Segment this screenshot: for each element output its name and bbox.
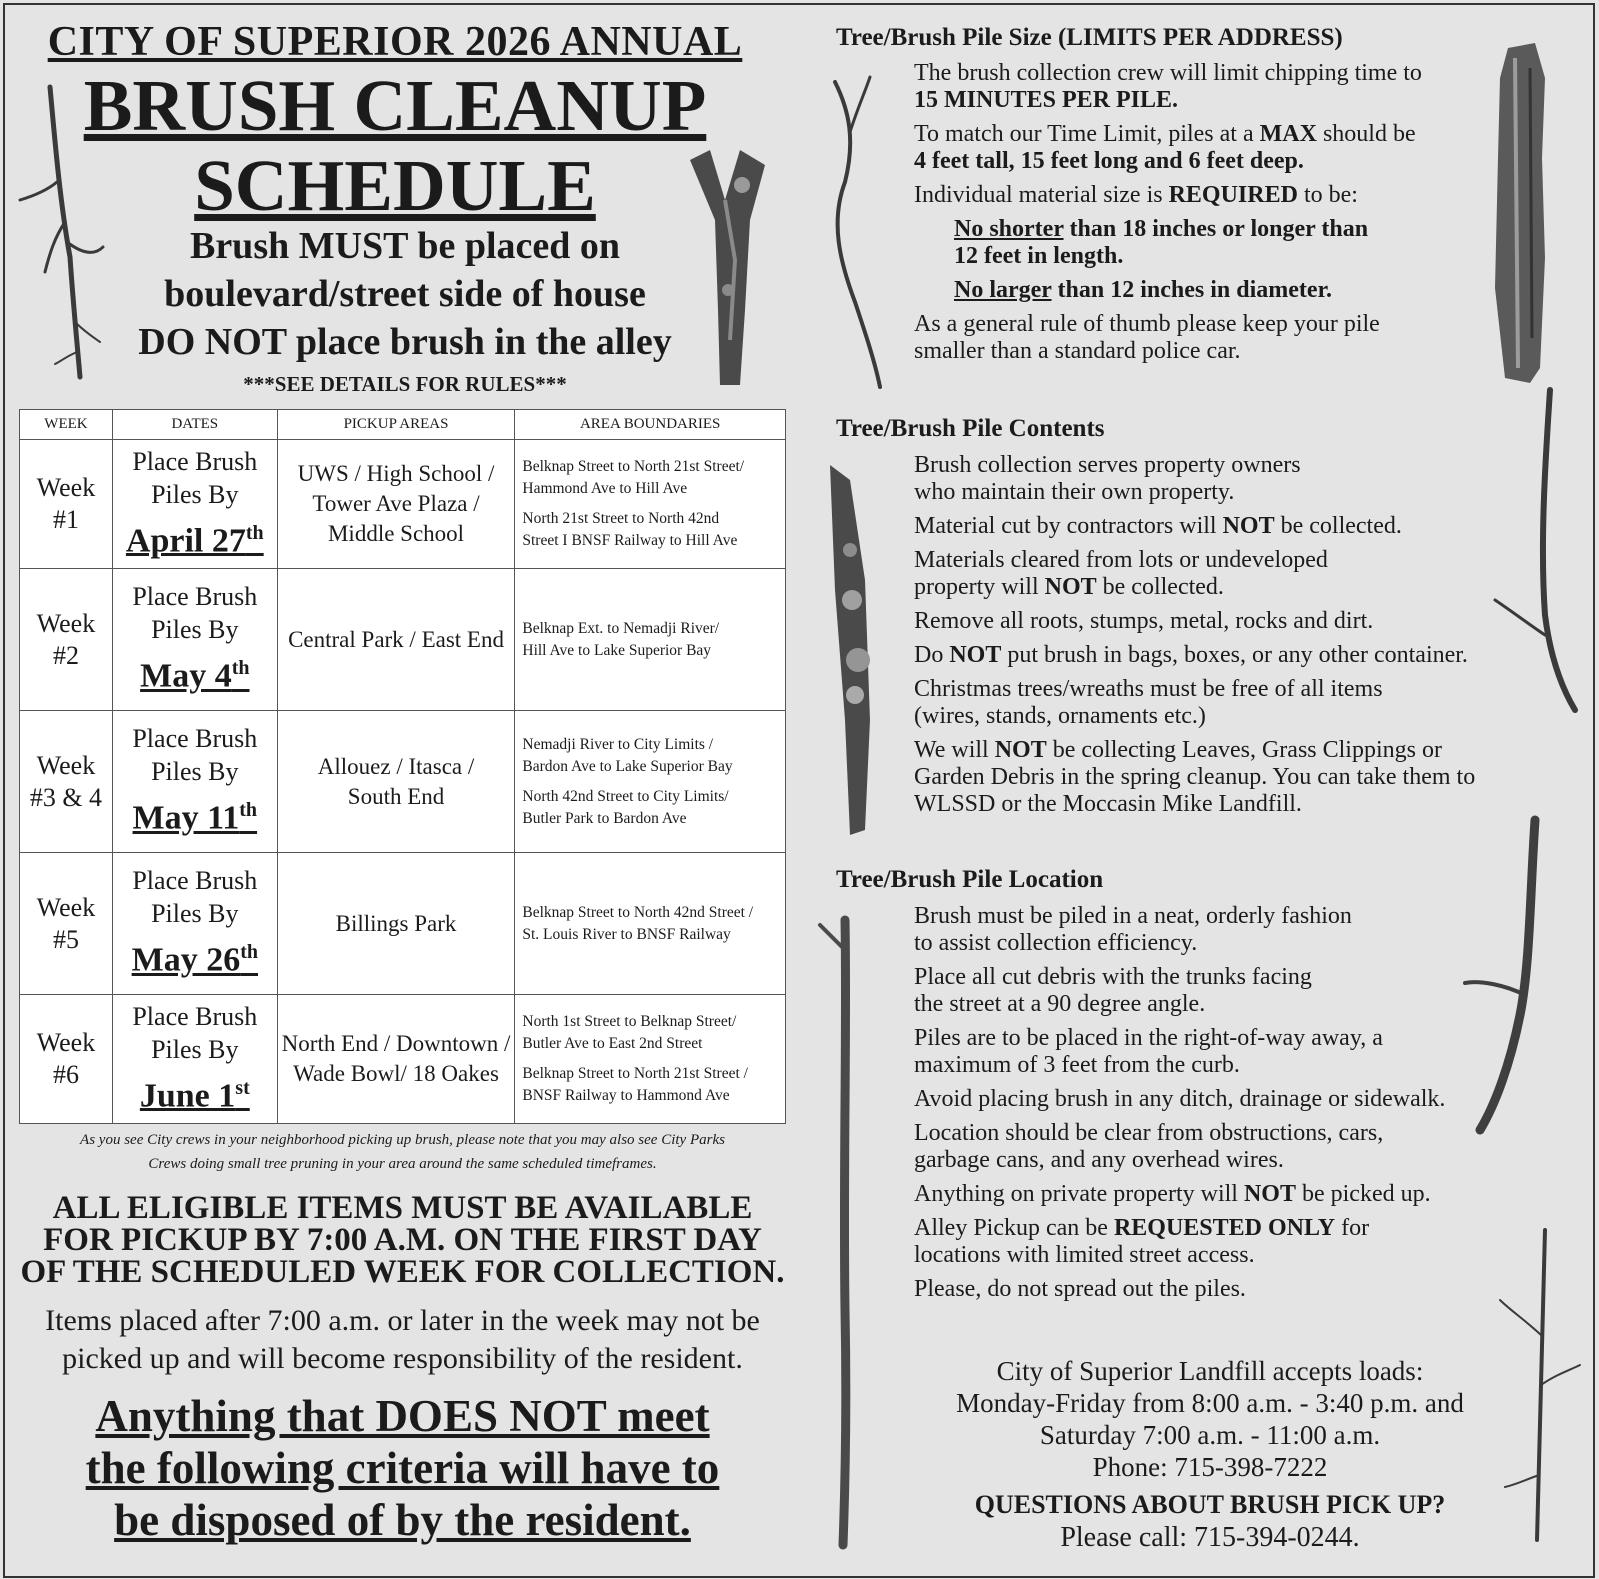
rule-text: who maintain their own property. [914,479,1235,505]
boundary-line: North 1st Street to Belknap Street/ [522,1013,737,1030]
rule-text: Please, do not spread out the piles. [914,1276,1246,1302]
rule-text: Alley Pickup can be [914,1215,1114,1241]
boundary-line: Butler Park to Bardon Ave [522,809,687,827]
week-cell [20,995,113,1124]
boundary-line: North 21st Street to North 42nd [522,510,720,527]
date-day: June 1 [139,1077,236,1115]
rule-text: should be [1316,121,1416,147]
date-suffix: th [240,941,258,964]
rule-item [914,547,1534,601]
date-suffix: st [235,1076,250,1099]
rule-text: Materials cleared from lots or undeveloped [914,547,1328,573]
week-number: #6 [52,1060,79,1089]
date-deadline [113,646,277,698]
late-items-notice [20,1302,785,1378]
rule-item [914,1120,1514,1174]
questions-heading: QUESTIONS ABOUT BRUSH PICK UP? [974,1490,1446,1519]
late-line2: picked up and will become responsibility of the resident. [62,1342,743,1375]
pile-contents-rules [914,452,1534,825]
week-cell [20,440,113,569]
rule-emphasis: NOT [1044,574,1097,600]
pickup-area-line: UWS / High School / [297,461,495,486]
pickup-area-line: North End / Downtown / [281,1031,511,1056]
landfill-line: City of Superior Landfill accepts loads: [996,1356,1424,1386]
header-main-title [30,66,760,226]
rule-emphasis: NOT [994,737,1047,763]
table-row [20,569,786,711]
rule-emphasis: REQUIRED [1168,182,1298,208]
area-boundaries-cell [515,440,786,569]
placement-line3: DO NOT place brush in the alley [138,321,672,363]
boundary-line: Hill Ave to Lake Superior Bay [522,641,712,659]
rule-item [914,642,1534,669]
rule-item [914,737,1534,818]
rule-item [914,1276,1514,1303]
rule-text: To match our Time Limit, piles at a [914,121,1260,147]
date-day: May 4 [140,657,232,695]
rule-text: locations with limited street access. [914,1242,1255,1268]
rule-text: As a general rule of thumb please keep your pile [914,311,1380,337]
area-boundaries-cell [515,853,786,995]
disposal-warning [20,1390,785,1546]
boundary-line: Bardon Ave to Lake Superior Bay [522,757,733,775]
rule-material-size [914,182,1514,209]
rule-chipping-time [914,60,1514,114]
landfill-hours-saturday: Saturday 7:00 a.m. - 11:00 a.m. [1039,1420,1381,1450]
week-cell [20,569,113,711]
pickup-area-line: Middle School [327,521,465,546]
rule-text: We will [914,737,995,763]
date-line1: Place Brush [132,866,258,896]
see-details-note: ***SEE DETAILS FOR RULES*** [243,372,567,396]
note-line2: Crews doing small tree pruning in your area around the same scheduled timeframes. [148,1156,657,1172]
rule-text: Brush collection serves property owners [914,452,1301,478]
date-day: May 26 [131,941,241,979]
pickup-area-cell [277,711,515,853]
rule-text: be collected. [1274,513,1402,539]
table-row [20,711,786,853]
rule-text: (wires, stands, ornaments etc.) [914,703,1206,729]
parks-crew-note [20,1128,785,1176]
section-heading-pile-size: Tree/Brush Pile Size (LIMITS PER ADDRESS) [836,24,1343,51]
date-line1: Place Brush [132,724,258,754]
boundary-line: Street I BNSF Railway to Hill Ave [522,532,738,549]
date-line2: Piles By [151,615,239,645]
week-label: Week [36,892,96,922]
area-boundaries-cell [515,569,786,711]
rule-text: put brush in bags, boxes, or any other container. [1001,642,1468,668]
date-line2: Piles By [151,479,239,509]
area-boundaries-cell [515,995,786,1124]
boundary-line: Belknap Ext. to Nemadji River/ [522,619,720,637]
rule-text: than 12 inches in diameter. [1051,277,1332,303]
date-day: April 27 [125,522,246,560]
section-heading-pile-location: Tree/Brush Pile Location [836,866,1104,893]
rule-emphasis: NOT [949,642,1002,668]
column-header-dates: DATES [112,410,277,440]
rule-emphasis: 4 feet tall, 15 feet long and 6 feet deep. [914,148,1304,174]
week-label: Week [36,473,96,502]
rule-emphasis: NOT [1222,513,1275,539]
eligible-items-notice [20,1192,785,1288]
rule-underlined: No larger [954,277,1052,303]
date-line1: Place Brush [132,1001,258,1031]
table-row [20,440,786,569]
pickup-area-cell [277,569,515,711]
rule-emphasis: MAX [1259,121,1317,147]
rule-emphasis: NOT [1243,1181,1296,1207]
boundary-line: Belknap Street to North 21st Street/ [522,458,745,475]
landfill-hours-weekday: Monday-Friday from 8:00 a.m. - 3:40 p.m. and [956,1388,1464,1418]
rule-item [914,452,1534,506]
rule-text: to assist collection efficiency. [914,930,1198,956]
pickup-area-line: Billings Park [335,910,457,936]
rule-item [914,903,1514,957]
table-row [20,995,786,1124]
pickup-area-cell [277,853,515,995]
rule-item [914,1025,1514,1079]
date-cell [112,569,277,711]
week-number: #1 [52,505,79,534]
header-main-title-line2: SCHEDULE [194,145,596,226]
placement-instructions [60,222,750,366]
late-line1: Items placed after 7:00 a.m. or later in the week may not be [45,1304,760,1337]
landfill-info [910,1355,1510,1483]
eligible-line1: ALL ELIGIBLE ITEMS MUST BE AVAILABLE [52,1190,753,1226]
rule-text: be picked up. [1295,1181,1431,1207]
rule-text: Christmas trees/wreaths must be free of all items [914,676,1383,702]
warning-line1: Anything that DOES NOT meet [95,1391,710,1441]
rule-diameter [914,277,1514,304]
boundary-line: BNSF Railway to Hammond Ave [522,1087,730,1104]
landfill-phone: Phone: 715-398-7222 [1092,1452,1328,1482]
date-cell [112,995,277,1124]
rule-text: Location should be clear from obstructions, cars, [914,1120,1384,1146]
rule-item [914,1215,1514,1269]
date-deadline [113,930,277,982]
week-number: #3 & 4 [29,782,103,812]
rule-underlined: No shorter [954,216,1064,242]
warning-line3: be disposed of by the resident. [114,1495,691,1545]
rule-text: 12 feet in length. [954,243,1124,269]
table-header-row [20,410,786,440]
date-cell [112,440,277,569]
header-city-title: CITY OF SUPERIOR 2026 ANNUAL [47,19,743,65]
rule-item [914,1181,1514,1208]
rule-text: Brush must be piled in a neat, orderly fashion [914,903,1352,929]
pile-location-rules [914,903,1514,1310]
rule-text: Remove all roots, stumps, metal, rocks and dirt. [914,608,1374,634]
rule-item [914,1086,1514,1113]
boundary-line: Nemadji River to City Limits / [522,735,714,753]
date-cell [112,853,277,995]
warning-line2: the following criteria will have to [85,1443,720,1493]
date-cell [112,711,277,853]
boundary-line: St. Louis River to BNSF Railway [522,925,731,943]
rule-emphasis: 15 MINUTES PER PILE. [914,87,1179,113]
eligible-line2: FOR PICKUP BY 7:00 A.M. ON THE FIRST DAY [43,1222,762,1258]
rule-item [914,513,1534,540]
rule-text: Anything on private property will [914,1181,1244,1207]
rule-text: maximum of 3 feet from the curb. [914,1052,1240,1078]
pickup-area-line: Wade Bowl/ 18 Oakes [293,1061,499,1086]
date-deadline [113,511,277,563]
rule-text: The brush collection crew will limit chipping time to [914,60,1422,86]
boundary-line: Hammond Ave to Hill Ave [522,480,688,497]
branch-image-thin [820,72,900,392]
branch-image-lichen [820,460,890,840]
rule-text: to be: [1297,182,1358,208]
rule-text: WLSSD or the Moccasin Mike Landfill. [914,791,1302,817]
rule-text: be collecting Leaves, Grass Clippings or [1046,737,1442,763]
placement-line2: boulevard/street side of house [164,273,646,315]
header-main-title-line1: BRUSH CLEANUP [83,65,707,146]
pickup-area-cell [277,995,515,1124]
rule-text: smaller than a standard police car. [914,338,1241,364]
area-boundaries-cell [515,711,786,853]
pile-size-rules [914,60,1514,372]
rule-text: Avoid placing brush in any ditch, drainage or sidewalk. [914,1086,1446,1112]
rule-text: Garden Debris in the spring cleanup. You can take them to [914,764,1476,790]
questions-phone: Please call: 715-394-0244. [1060,1522,1360,1553]
pickup-area-cell [277,440,515,569]
date-line1: Place Brush [132,446,258,476]
week-cell [20,853,113,995]
pickup-area-line: Allouez / Itasca / [317,753,475,779]
rule-text: garbage cans, and any overhead wires. [914,1147,1284,1173]
rule-item [914,964,1514,1018]
column-header-pickup-areas: PICKUP AREAS [277,410,515,440]
date-line2: Piles By [151,899,239,929]
date-deadline [113,788,277,840]
note-line1: As you see City crews in your neighborhood picking up brush, please note that you may also see City Parks [80,1132,725,1148]
column-header-week: WEEK [20,410,113,440]
boundary-line: Butler Ave to East 2nd Street [522,1035,703,1052]
table-row [20,853,786,995]
rule-text: Piles are to be placed in the right-of-way away, a [914,1025,1383,1051]
rule-emphasis: REQUESTED ONLY [1113,1215,1336,1241]
rule-text: for [1335,1215,1370,1241]
section-heading-pile-contents: Tree/Brush Pile Contents [836,415,1105,442]
week-number: #5 [52,924,79,954]
date-suffix: th [245,521,264,544]
rule-text: Material cut by contractors will [914,513,1223,539]
pickup-area-line: Tower Ave Plaza / [312,491,480,516]
rule-max-size [914,121,1514,175]
rule-text: Do [914,642,950,668]
boundary-line: North 42nd Street to City Limits/ [522,787,729,805]
rule-text: be collected. [1096,574,1224,600]
schedule-table [19,409,786,1124]
rule-text: than 18 inches or longer than [1063,216,1369,242]
week-label: Week [36,750,96,780]
eligible-line3: OF THE SCHEDULED WEEK FOR COLLECTION. [20,1254,785,1290]
column-header-area-boundaries: AREA BOUNDARIES [515,410,786,440]
week-number: #2 [52,640,79,670]
date-deadline [113,1066,277,1118]
rule-text: property will [914,574,1045,600]
date-line2: Piles By [151,1034,239,1064]
rule-length [914,216,1514,270]
boundary-line: Belknap Street to North 42nd Street / [522,903,754,921]
branch-image-long-stick [815,910,875,1550]
rule-text: Individual material size is [914,182,1169,208]
date-day: May 11 [132,799,240,837]
rule-police-car [914,311,1514,365]
rule-text: Place all cut debris with the trunks facing [914,964,1312,990]
rule-text: the street at a 90 degree angle. [914,991,1206,1017]
pickup-area-line: Central Park / East End [288,626,504,652]
rule-item [914,676,1534,730]
date-line2: Piles By [151,757,239,787]
boundary-line: Belknap Street to North 21st Street / [522,1065,748,1082]
date-suffix: th [239,799,258,822]
date-suffix: th [231,657,250,680]
placement-line1: Brush MUST be placed on [189,225,621,267]
week-label: Week [36,608,96,638]
pickup-area-line: South End [347,783,445,809]
week-label: Week [36,1028,96,1057]
date-line1: Place Brush [132,582,258,612]
week-cell [20,711,113,853]
rule-item [914,608,1534,635]
